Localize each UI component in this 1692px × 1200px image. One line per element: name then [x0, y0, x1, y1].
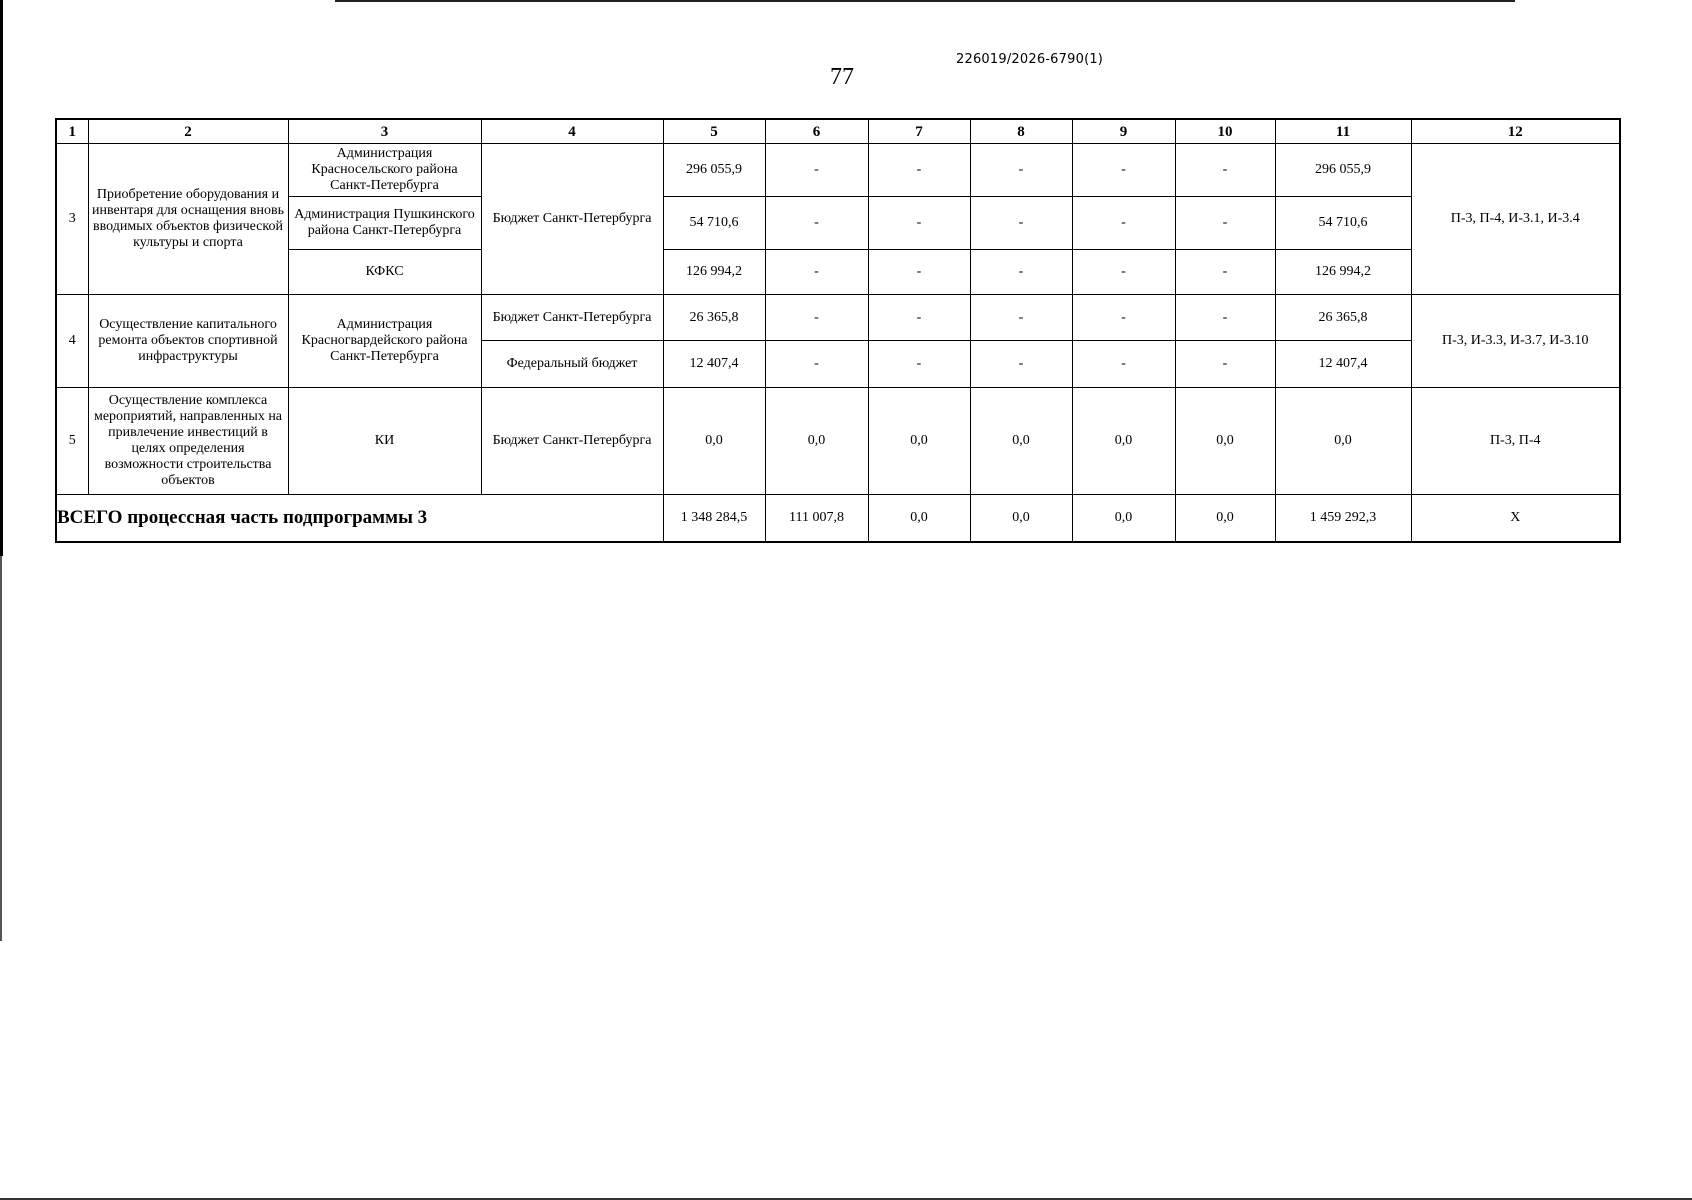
- total-label-rest: процессная часть подпрограммы 3: [122, 507, 428, 528]
- funding-source-cell: Федеральный бюджет: [481, 341, 663, 388]
- column-header: 7: [868, 119, 970, 144]
- total-value-cell: 12 407,4: [1275, 341, 1411, 388]
- column-header: 4: [481, 119, 663, 144]
- grand-total-cell: 1 459 292,3: [1275, 495, 1411, 543]
- value-cell: 0,0: [663, 388, 765, 495]
- value-cell: -: [1072, 341, 1175, 388]
- executor-cell: КФКС: [288, 250, 481, 295]
- funding-source-cell: Бюджет Санкт-Петербурга: [481, 388, 663, 495]
- total-label-bold: ВСЕГО: [57, 507, 123, 528]
- value-cell: -: [970, 341, 1072, 388]
- total-value-cell: 0,0: [970, 495, 1072, 543]
- top-scan-rule: [335, 0, 1515, 2]
- value-cell: -: [1175, 295, 1275, 341]
- table-row: [56, 295, 1620, 341]
- indicators-cell: П-3, И-3.3, И-3.7, И-3.10: [1411, 295, 1620, 388]
- total-value-cell: 0,0: [1275, 388, 1411, 495]
- total-value-cell: 26 365,8: [1275, 295, 1411, 341]
- row-number: 4: [56, 295, 88, 388]
- budget-table: [55, 118, 1621, 543]
- value-cell: -: [1175, 197, 1275, 250]
- value-cell: -: [765, 295, 868, 341]
- value-cell: 0,0: [765, 388, 868, 495]
- funding-source-cell: Бюджет Санкт-Петербурга: [481, 144, 663, 295]
- value-cell: -: [970, 197, 1072, 250]
- value-cell: -: [868, 341, 970, 388]
- executor-cell: Администрация Красногвардейского района Санкт-Петербурга: [288, 295, 481, 388]
- column-header: 8: [970, 119, 1072, 144]
- value-cell: -: [765, 341, 868, 388]
- funding-source-cell: Бюджет Санкт-Петербурга: [481, 295, 663, 341]
- column-header: 5: [663, 119, 765, 144]
- table-row: [56, 144, 1620, 197]
- value-cell: -: [868, 144, 970, 197]
- total-value-cell: 126 994,2: [1275, 250, 1411, 295]
- total-value-cell: 296 055,9: [1275, 144, 1411, 197]
- column-header: 12: [1411, 119, 1620, 144]
- value-cell: -: [1175, 144, 1275, 197]
- activity-cell: Приобретение оборудования и инвентаря для оснащения вновь вводимых объектов физической культуры и спорта: [88, 144, 288, 295]
- value-cell: -: [868, 250, 970, 295]
- value-cell: -: [765, 250, 868, 295]
- value-cell: -: [1072, 197, 1175, 250]
- column-header: 6: [765, 119, 868, 144]
- column-header: 10: [1175, 119, 1275, 144]
- indicators-cell: П-3, П-4, И-3.1, И-3.4: [1411, 144, 1620, 295]
- value-cell: 54 710,6: [663, 197, 765, 250]
- value-cell: 26 365,8: [663, 295, 765, 341]
- value-cell: 0,0: [970, 388, 1072, 495]
- value-cell: -: [970, 295, 1072, 341]
- value-cell: -: [970, 250, 1072, 295]
- value-cell: 296 055,9: [663, 144, 765, 197]
- activity-cell: Осуществление комплекса мероприятий, направленных на привлечение инвестиций в целях определения возможности строительства объектов: [88, 388, 288, 495]
- column-header: 1: [56, 119, 88, 144]
- value-cell: -: [765, 144, 868, 197]
- column-header: 2: [88, 119, 288, 144]
- table-header-row: [56, 119, 1620, 144]
- value-cell: -: [765, 197, 868, 250]
- value-cell: 0,0: [868, 388, 970, 495]
- total-value-cell: 0,0: [1175, 495, 1275, 543]
- column-header: 11: [1275, 119, 1411, 144]
- activity-cell: Осуществление капитального ремонта объектов спортивной инфраструктуры: [88, 295, 288, 388]
- value-cell: -: [970, 144, 1072, 197]
- executor-cell: КИ: [288, 388, 481, 495]
- total-value-cell: 0,0: [1072, 495, 1175, 543]
- left-scan-edge-lower: [0, 556, 2, 941]
- row-number: 3: [56, 144, 88, 295]
- indicators-cell: П-3, П-4: [1411, 388, 1620, 495]
- table-row: [56, 388, 1620, 495]
- value-cell: -: [1175, 250, 1275, 295]
- total-value-cell: 1 348 284,5: [663, 495, 765, 543]
- row-number: 5: [56, 388, 88, 495]
- total-value-cell: 111 007,8: [765, 495, 868, 543]
- table-row: [56, 250, 1620, 295]
- value-cell: -: [1072, 144, 1175, 197]
- table-row: [56, 197, 1620, 250]
- executor-cell: Администрация Красносельского района Санкт-Петербурга: [288, 144, 481, 197]
- total-label: [56, 495, 663, 543]
- value-cell: -: [868, 295, 970, 341]
- executor-cell: Администрация Пушкинского района Санкт-Петербурга: [288, 197, 481, 250]
- left-scan-edge: [0, 0, 3, 556]
- value-cell: 126 994,2: [663, 250, 765, 295]
- total-row: [56, 495, 1620, 543]
- total-value-cell: 0,0: [868, 495, 970, 543]
- value-cell: -: [868, 197, 970, 250]
- value-cell: -: [1072, 250, 1175, 295]
- value-cell: -: [1175, 341, 1275, 388]
- total-indicators-cell: X: [1411, 495, 1620, 543]
- total-value-cell: 54 710,6: [1275, 197, 1411, 250]
- document-id: 226019/2026-6790(1): [956, 52, 1104, 67]
- value-cell: 0,0: [1072, 388, 1175, 495]
- value-cell: 12 407,4: [663, 341, 765, 388]
- value-cell: 0,0: [1175, 388, 1275, 495]
- column-header: 9: [1072, 119, 1175, 144]
- page-number: 77: [830, 64, 854, 90]
- column-header: 3: [288, 119, 481, 144]
- value-cell: -: [1072, 295, 1175, 341]
